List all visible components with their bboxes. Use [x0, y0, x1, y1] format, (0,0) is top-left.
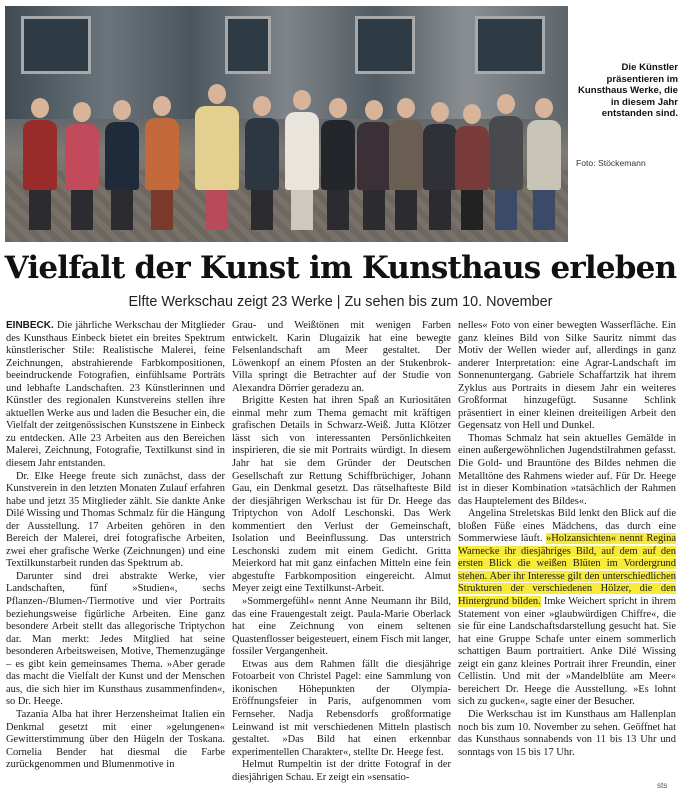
article-column-3 — [458, 320, 676, 759]
photo-window — [475, 16, 545, 74]
photo-person — [389, 98, 423, 230]
paragraph: Darunter sind drei abstrakte Werke, vier Landschaften, fünf »Studien«, sechs Pflanzen-/Blumen-/Tiermotive und vier Portraits beziehungsweise figürliche Arbeiten. Eine ganz besondere Arbeit stellt das allegorische Triptychon dar. Man merkt: Jedes Mitglied hat seine besonderen Arbeitsweisen, Motive, Themenzugänge – es gibt kein gemeinsames Thema. »Aber gerade das macht die Vielfalt der Kunst und der Menschen aus, die sich hier im Kunsthaus zusammenfinden«, so Dr. Heege. — [6, 570, 225, 708]
paragraph: Thomas Schmalz hat sein aktuelles Gemälde in einen außergewöhnlichen Jugendstilrahmen gefasst. Die Gold- und Brauntöne des Bildes nehmen die Metalltöne des Rahmens wieder auf. Für Dr. Heege ist in dieser Kombination »tatsächlich der Rahmen das Hauptelement des Bildes«. — [458, 432, 676, 507]
article-column-2 — [232, 320, 451, 784]
paragraph: »Sommergefühl« nennt Anne Neumann ihr Bild, das eine Frauengestalt zeigt. Paula-Marie Oberlack hat eine Zeichnung von einem seltenen Quastenflosser beigesteuert, einem Fisch mit langer, fossiler Vergangenheit. — [232, 596, 451, 658]
photo-window — [355, 16, 415, 74]
photo-person — [195, 84, 239, 230]
photo-credit: Foto: Stöckemann — [576, 158, 646, 168]
group-photo — [5, 6, 568, 242]
paragraph: Brigitte Kesten hat ihren Spaß an Kuriositäten einmal mehr zum Thema gemacht mit kräftigen grafischen Details in Schwarz-Weiß. Jutta Klötzer lässt sich von interessanten Persönlichkeiten inspirieren, die sie mit Portraits würdigt. In diesem Jahr hat sie dem Gründer der Deutschen Gesellschaft zur Rettung Schiffbrüchiger, Johann Gau, ein Denkmal gesetzt. Das rätselhafteste Bild der diesjährigen Werkschau ist für Dr. Heege das Triptychon von Adolf Leschonski. Das Werk kommentiert den Verlust der Gemeinschaft, Isolation und Beeinflussung. Das unterstrich Leschonski zudem mit einem Gedicht. Gritta Meierkord hat mit ganz einfachen Mitteln eine fein abgestufte Farbkomposition eingereicht. Almut Meyer zeigt eine Textilkunst-Arbeit. — [232, 395, 451, 595]
photo-person — [285, 90, 319, 230]
photo-person — [65, 102, 99, 230]
photo-person — [527, 98, 561, 230]
subheadline: Elfte Werkschau zeigt 23 Werke | Zu sehen bis zum 10. November — [128, 294, 553, 310]
paragraph: Helmut Rumpeltin ist der dritte Fotograf in der diesjährigen Schau. Er zeigt ein »sensatio- — [232, 759, 451, 783]
paragraph: nelles« Foto von einer bewegten Wasserfläche. Ein ganz kleines Bild von Silke Sauritz nimmt das Motiv der Wellen wieder auf, allerdings in ganz anderer Interpretation: eine Agrar-Landschaft im Sonnenuntergang. Gabriele Schaffartzik hat ihrem Zyklus aus Portraits in diesem Jahr ein weiteres Großformat hinzugefügt. Susanne Schlink präsentiert in einer kleinen dreiteiligen Arbeit den Gegensatz von Hell und Dunkel. — [458, 320, 676, 432]
paragraph-text: Angelina Streletskas Bild lenkt den Blick auf die bloßen Füße eines Mädchens, das durch eine Sommerwiese läuft. — [458, 508, 676, 545]
paragraph: Etwas aus dem Rahmen fällt die diesjährige Fotoarbeit von Christel Pagel: eine Sammlung von ikonischen Höhepunkten der Olympia-Eröffnungsfeier in Paris, aufgenommen vom Fernseher. Nadja Rebensdorfs großformatige Leinwand ist mit verschiedenen Mitteln plastisch gestaltet. »Das Bild hat einen erkennbar experimentellen Charakter«, stellte Dr. Heege fest. — [232, 658, 451, 758]
paragraph: Grau- und Weißtönen mit wenigen Farben entwickelt. Karin Dlugaizik hat eine bewegte Felsenlandschaft am Meer gestaltet. Der Löwenkopf an einem Pfosten an der Stukenbrok-Villa springt die Betrachter auf der Studie von Alexandra Dörrier geradezu an. — [232, 320, 451, 394]
photo-person — [321, 98, 355, 230]
photo-person — [489, 94, 523, 230]
photo-person — [245, 96, 279, 230]
article-column-1 — [6, 320, 225, 772]
photo-person — [423, 102, 457, 230]
author-signature: sts — [657, 781, 668, 790]
photo-person — [357, 100, 391, 230]
photo-window — [225, 16, 271, 74]
paragraph: Die Werkschau ist im Kunsthaus am Hallenplan noch bis zum 10. November zu sehen. Geöffnet hat das Kunsthaus sonnabends von 11 bis 13 Uhr und sonntags von 15 bis 17 Uhr. — [458, 708, 676, 758]
photo-person — [23, 98, 57, 230]
photo-person — [145, 96, 179, 230]
headline: Vielfalt der Kunst im Kunsthaus erleben — [4, 250, 677, 286]
photo-window — [21, 16, 91, 74]
photo-person — [105, 100, 139, 230]
dateline: EINBECK. — [6, 320, 54, 331]
paragraph: Dr. Elke Heege freute sich zunächst, dass der Kunstverein in den letzten Monaten Zulauf erfahren habe und jetzt 35 Mitglieder zählt. Sie dankte Anke Dilé Wissing und Thomas Schmalz für die Hängung der Ausstellung. 17 Arbeiten gehören in den Bereich der Malerei, drei fotografische Arbeiten, zwei eher grafische Werke (Zeichnungen) und eine Textilkunstarbeit runden das Spektrum ab. — [6, 470, 225, 570]
paragraph-text: Die jährliche Werkschau der Mitglieder des Kunsthaus Einbeck bietet ein breites Spektrum künstlerischer Stile: Realistische Malerei, feine Zeichnungen, abstrahierende Farbkompositionen, beeindruckende Fotografien, einfühlsame Porträts und lebhafte Landschaften. 23 Künstlerinnen und Künstler des regionalen Kunstvereins stellen ihre aktuellen Werke aus und laden die Besucher ein, die Vielfalt der zeitgenössischen Kunstszene in Einbeck zu entdecken. Alle 23 Arbeiten aus den Bereichen Malerei, Zeichnung, Fotografie, Textilkunst sind in diesem Jahr entstanden. — [6, 320, 225, 470]
photo-caption: Die Künstler präsentieren im Kunsthaus Werke, die in diesem Jahr entstanden sind. — [577, 62, 678, 119]
paragraph-text: Imke Weichert spricht in ihrem Statement von einer »glaubwürdigen Chiffre«, die sie für eine Landschaftsdarstellung gesucht hat. Sie hat eine Gruppe Schafe unter einem sommerlich schattigen Baum portraitiert. Anke Dilé Wissing zeigt ein ganz kleines Portrait ihrer Freundin, einer Cellistin. Und mit der »Mandelblüte am Meer« bereichert Dr. Heege die Ausstellung. »Es lohnt sich zu gucken«, sagte einer der Besucher. — [458, 596, 676, 708]
paragraph — [6, 320, 225, 471]
paragraph — [458, 508, 676, 709]
photo-person — [455, 104, 489, 230]
paragraph: Tazania Alba hat ihrer Herzensheimat Italien ein Denkmal gesetzt mit einer »gelungenen« Gewitterstimmung über den Hügeln der Toskana. Cornelia Bender hat diesmal die Farbe zurückgenommen und Blumenmotive in — [6, 708, 225, 771]
highlighted-text: »Holzansichten« nennt Regina Warnecke ihr diesjähriges Bild, auf dem auf den ersten Blick die weißen Blüten im Vordergrund stehen. Aber ihr Interesse gilt den unterschiedlichen Strukturen der verschiedenen Hölzer, die den Hintergrund bilden. — [458, 533, 676, 608]
